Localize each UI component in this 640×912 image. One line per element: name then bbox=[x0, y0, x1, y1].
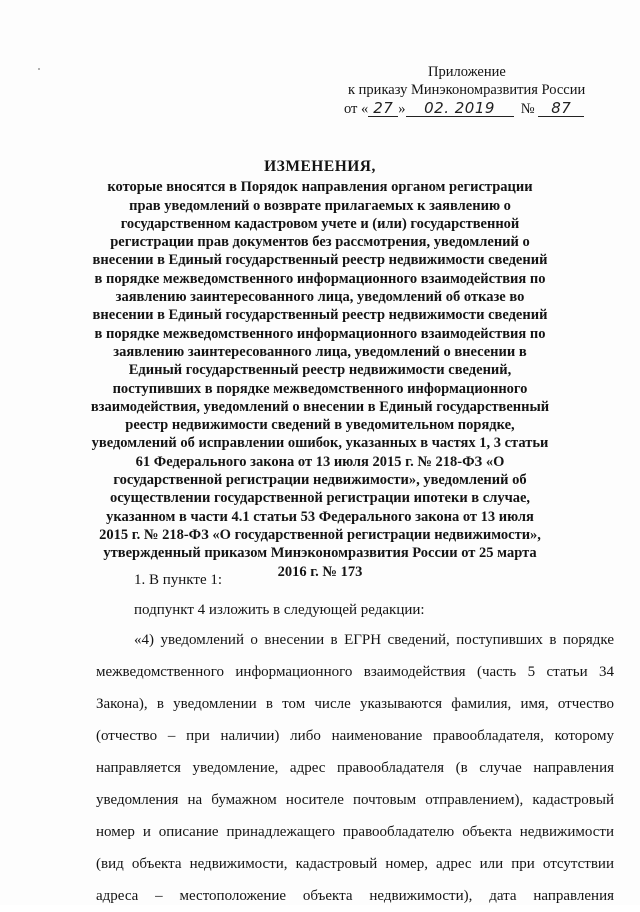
handwritten-day: 27 bbox=[368, 100, 398, 117]
quote-close: » bbox=[398, 101, 406, 117]
scan-speck bbox=[38, 68, 40, 70]
paragraph-1: 1. В пункте 1: bbox=[134, 572, 223, 588]
appendix-title: Приложение bbox=[428, 64, 506, 80]
date-prefix: от « bbox=[344, 101, 369, 117]
paragraph-3: «4) уведомлений о внесении в ЕГРН сведений, поступивших в порядке межведомственного информационного взаимодействия (часть 5 статьи 34 Закона), в уведомлении в том числе указываются фамилия, имя, отчество (отчество – при наличии) либо наименование правообладателя, которому направляется уведомление, адрес правообладателя (в случае направления уведомления на бумажном носителе почтовым отправлением), кадастровый номер и описание принадлежащего правообладателю объекта недвижимости (вид объекта недвижимости, кадастровый номер, адрес или при отсутствии адреса – местоположение объекта недвижимости), дата направления bbox=[96, 632, 614, 904]
appendix-order-line: к приказу Минэкономразвития России bbox=[348, 82, 586, 98]
paragraph-2: подпункт 4 изложить в следующей редакции: bbox=[134, 602, 425, 618]
handwritten-month-year: 02. 2019 bbox=[406, 100, 514, 117]
heading-subtitle: которые вносятся в Порядок направления органом регистрации прав уведомлений о возврате прилагаемых к заявлению о государственном кадастровом учете и (или) государственной регистрации прав документов без рассмотрения, уведомлений о внесении в Единый государственный реестр недвижимости сведений в порядке межведомственного информационного взаимодействия по заявлению заинтересованного лица, уведомлений об отказе во внесении в Единый государственный реестр недвижимости сведений в порядке межведомственного информационного взаимодействия по заявлению заинтересованного лица, уведомлений о внесении в Единый государственный реестр недвижимости сведений, поступивших в порядке межведомственного информационного взаимодействия, уведомлений о внесении в Единый государственный реестр недвижимости сведений в уведомительном порядке, уведомлений об исправлении ошибок, указанных в частях 1, 3 статьи 61 Федерального закона от 13 июля 2015 г. № 218-ФЗ «О государственной регистрации недвижимости», уведомлений об осуществлении государственной регистрации ипотеки в случае, указанном в части 4.1 статьи 53 Федерального закона от 13 июля 2015 г. № 218-ФЗ «О государственной регистрации недвижимости», утвержденный приказом Минэкономразвития России от 25 марта 2016 г. № 173 bbox=[90, 179, 550, 580]
handwritten-order-number: 87 bbox=[538, 100, 584, 117]
number-prefix: № bbox=[520, 101, 535, 117]
document-heading bbox=[90, 158, 550, 581]
appendix-date-line bbox=[344, 99, 584, 119]
heading-main: ИЗМЕНЕНИЯ, bbox=[264, 158, 376, 175]
